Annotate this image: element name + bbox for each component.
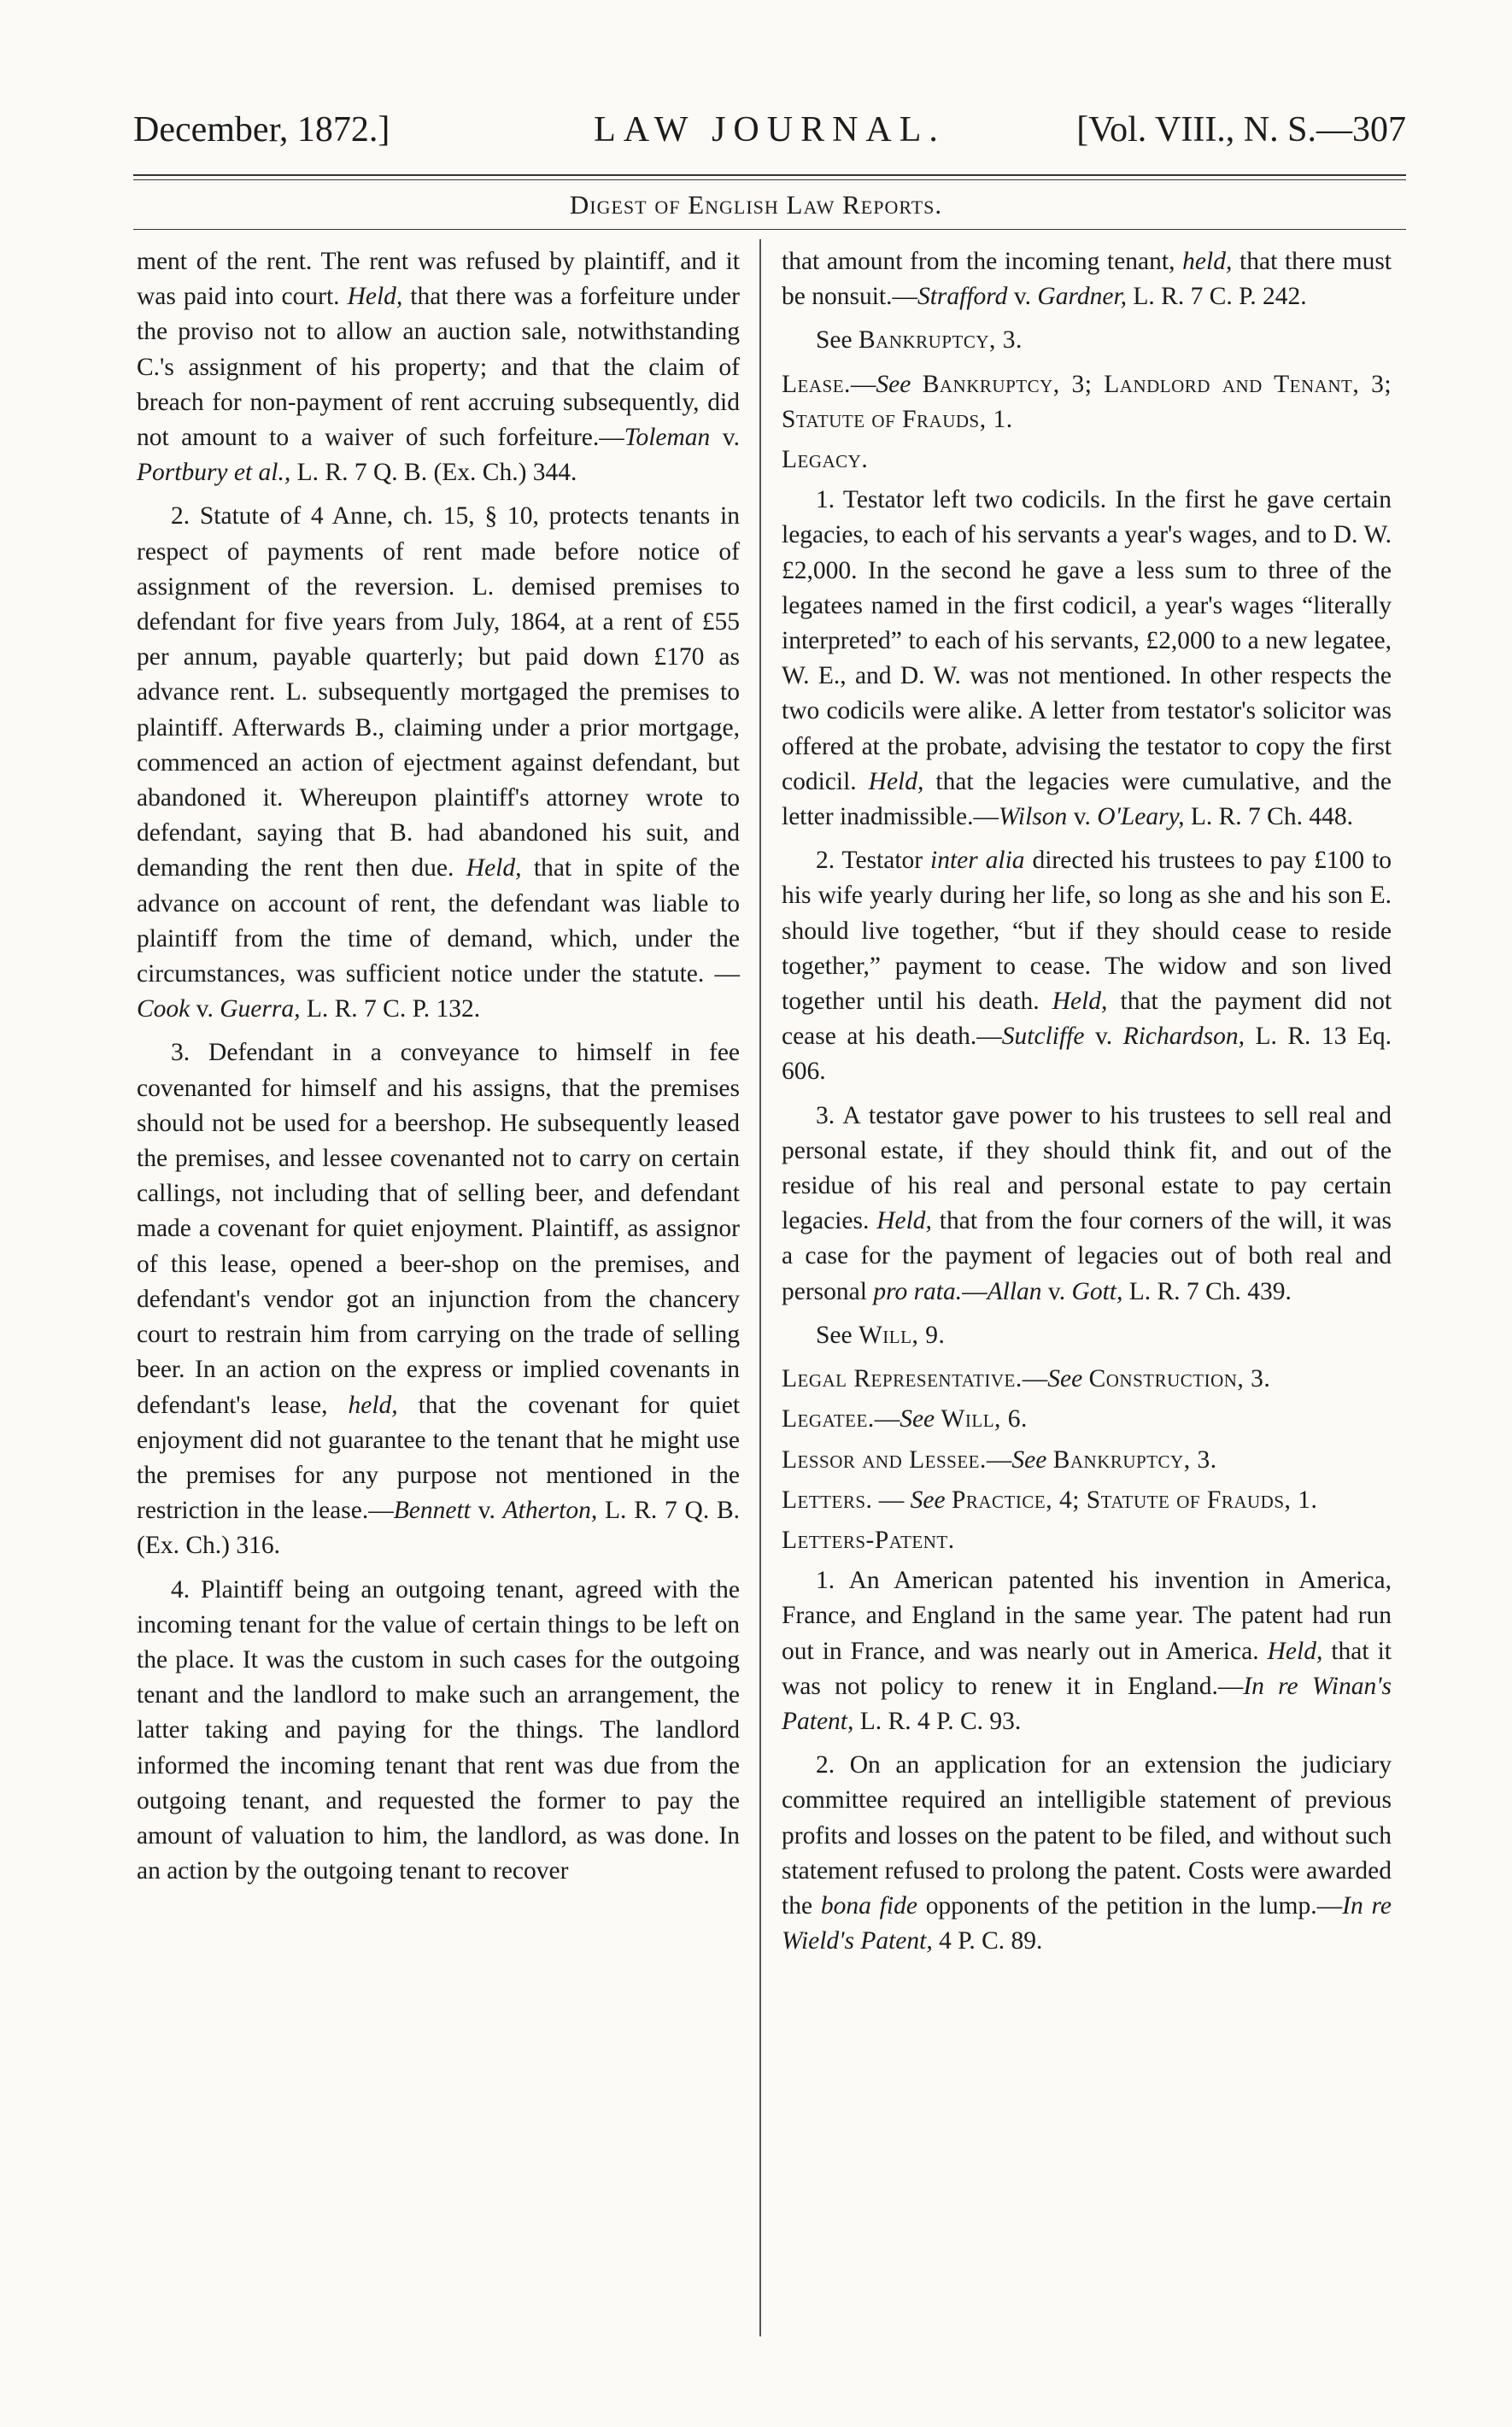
citation: L. R. 7 Q. B. (Ex. Ch.) 344. [296, 459, 577, 487]
versus: v. [478, 1497, 495, 1525]
column-divider [759, 239, 761, 2336]
entry-heading: Letters-Patent. [782, 1526, 955, 1554]
citation: L. R. 7 Ch. 439. [1128, 1277, 1292, 1305]
reference: Bankruptcy, 3. [858, 326, 1023, 355]
header-date: December, 1872.] [133, 110, 390, 149]
dash: — [1022, 1365, 1048, 1393]
case-name: Sutcliffe [1001, 1023, 1085, 1051]
case-name: Wilson [998, 803, 1068, 831]
paragraph-outgoing-tenant: 4. Plaintiff being an outgoing tenant, agreed with the incoming tenant for the value of certain things to be left on the place. It was the custom in such cases for the outgoing tenant and the landlord to make such an arrangement, the latter taking and paying for the things. The landlord informed the incoming tenant that rent was due from the outgoing tenant, and requested the former to pay the amount of valuation to him, the landlord, as was done. In an action by the outgoing tenant to recover [137, 1575, 740, 1885]
case-name: Gott, [1071, 1277, 1123, 1305]
citation: L. R. 4 P. C. 93. [859, 1707, 1022, 1735]
citation: 4 P. C. 89. [939, 1927, 1043, 1955]
journal-title: LAW JOURNAL. [594, 110, 946, 149]
citation: L. R. 7 Ch. 448. [1190, 803, 1353, 831]
text: that the covenant for quiet enjoyment did not guarantee to the tenant that he might use the premises for any purpose not mentioned in the restriction in the lease.— [137, 1391, 741, 1525]
header-rule-thick [133, 174, 1406, 176]
paragraph-wield [782, 1748, 1392, 1959]
running-header [133, 109, 1406, 161]
text: that in spite of the advance on account of rent, the defendant was liable to plaintiff from the time of demand, which, under the circumstances, was sufficient notice under the statute. — [137, 854, 741, 988]
paragraph-bennett [137, 1035, 740, 1563]
see: See [816, 1321, 853, 1349]
dash: — [874, 1405, 900, 1433]
text: 3. A testator gave power to his trustees to sell real and personal estate, if they should think fit, and out of the residue of his real and personal estate to pay certain legacies. [782, 1101, 1392, 1235]
paragraph-allan [782, 1099, 1392, 1310]
entry-heading: Lease. [782, 370, 851, 398]
held: Held, [347, 283, 403, 311]
reference: Will, 9. [858, 1321, 946, 1349]
text: directed his trustees to pay £100 to his wife yearly during her life, so long as she and his son E. should live together, “but if they should cease to reside together,” payment to cease. The widow and son lived together until his death. [782, 847, 1392, 1016]
left-column [137, 244, 740, 1897]
reference: Construction, 3. [1088, 1365, 1271, 1393]
volume-page-number: [Vol. VIII., N. S.—307 [1076, 110, 1406, 149]
case-name: Gardner, [1037, 283, 1128, 311]
held: held, [348, 1391, 398, 1419]
see: See [876, 370, 911, 398]
see: See [910, 1486, 946, 1514]
entry-letters-patent-heading [688, 1523, 1392, 1558]
latin-phrase: bona fide [820, 1891, 917, 1920]
paragraph-wilson [782, 483, 1392, 835]
cross-reference [782, 323, 1392, 358]
see: See [1011, 1445, 1047, 1474]
header-rule-thin [133, 179, 1406, 180]
case-name: Cook [137, 995, 190, 1023]
reference: Bankruptcy, 3; Landlord and Tenant, 3; Statute of Frauds, 1. [782, 370, 1392, 433]
text: that there was a forfeiture under the proviso not to allow an auction sale, notwithstanding C.'s assignment of his property; and that the claim of breach for non-payment of rent accruing subsequently, did not amount to a waiver of such forfeiture.— [137, 283, 740, 452]
held: Held, [1052, 988, 1108, 1016]
entry-heading: Legal Representative. [782, 1365, 1023, 1393]
text: ment of the rent. The rent was refused by plaintiff, and it was paid into court. [137, 248, 740, 311]
entry-letters [688, 1483, 1392, 1518]
citation: L. R. 7 C. P. 132. [306, 995, 481, 1023]
text: 1. An American patented his invention in America, France, and England in the same year. The patent had run out in France, and was nearly out in America. [782, 1567, 1392, 1665]
entry-heading: Legacy. [782, 446, 869, 474]
text: that from the four corners of the will, it was a case for the payment of legacies out of both real and personal [782, 1207, 1392, 1305]
text: that amount from the incoming tenant, [782, 248, 1175, 275]
text: that there must be nonsuit.— [782, 248, 1392, 311]
held: Held, [876, 1207, 932, 1235]
versus: v. [1047, 1277, 1066, 1305]
case-name: O'Leary, [1097, 803, 1185, 831]
see: See [816, 326, 853, 355]
versus: v. [1094, 1023, 1113, 1051]
held: Held, [466, 854, 522, 882]
case-name: Strafford [917, 283, 1008, 311]
reference: Will, 6. [941, 1405, 1028, 1433]
entry-legatee [688, 1402, 1392, 1437]
held: Held, [1267, 1637, 1323, 1665]
case-name: Allan [987, 1277, 1042, 1305]
text: 3. Defendant in a conveyance to himself in fee covenanted for himself and his assigns, that the premises should not be used for a beershop. He subsequently leased the premises, and lessee covenanted not to carry on certain callings, not including that of selling beer, and defendant made a covenant for quiet enjoyment. Plaintiff, as assignor of this lease, opened a beer-shop on the premises, and defendant's vendor got an injunction from the chancery court to restrain him from carrying on the trade of selling beer. In an action on the express or implied covenants in defendant's lease, [137, 1039, 740, 1419]
entry-lessor-and-lessee [688, 1443, 1392, 1478]
text: 2. Statute of 4 Anne, ch. 15, § 10, protects tenants in respect of payments of rent made before notice of assignment of the reversion. L. demised premises to defendant for five years from July, 1864, at a rent of £55 per annum, payable quarterly; but paid down £170 as advance rent. L. subsequently mortgaged the premises to plaintiff. Afterwards B., claiming under a prior mortgage, commenced an action of ejectment against defendant, but abandoned it. Whereupon plaintiff's attorney wrote to defendant, saying that B. had abandoned his suit, and demanding the rent then due. [137, 502, 740, 882]
citation: L. R. 13 Eq. 606. [782, 1023, 1392, 1086]
cross-reference [782, 1318, 1392, 1353]
section-rule [133, 229, 1406, 230]
paragraph-toleman [137, 244, 740, 490]
paragraph-cook [137, 499, 740, 1027]
entry-heading: Legatee. [782, 1405, 875, 1433]
dash: — [872, 1486, 911, 1514]
case-name: Bennett [393, 1497, 471, 1525]
text: that it was not policy to renew it in England.— [782, 1637, 1392, 1700]
see: See [900, 1405, 935, 1433]
text: 2. On an application for an extension the judiciary committee required an intelligible statement of previous profits and losses on the patent to be filed, and without such statement refused to prolong the patent. Costs were awarded the [782, 1751, 1392, 1920]
entry-lease [688, 367, 1392, 437]
held: held, [1182, 248, 1233, 275]
citation: L. R. 7 Q. B. (Ex. Ch.) 316. [137, 1497, 741, 1560]
entry-heading: Lessor and Lessee. [782, 1445, 987, 1474]
latin-phrase: pro rata. [873, 1277, 963, 1305]
text: that the legacies were cumulative, and the letter inadmissible.— [782, 767, 1392, 831]
case-name: In re Wield's Patent, [782, 1891, 1392, 1955]
latin-phrase: inter alia [930, 847, 1025, 875]
paragraph-winan [782, 1563, 1392, 1739]
case-name: Richardson, [1122, 1023, 1245, 1051]
versus: v. [1073, 803, 1091, 831]
versus: v. [722, 424, 740, 452]
dash: — [986, 1445, 1012, 1474]
text: that the payment did not cease at his death.— [782, 988, 1392, 1051]
right-column [782, 244, 1392, 1967]
text: 1. Testator left two codicils. In the first he gave certain legacies, to each of his servants a year's wages, and to D. W. £2,000. In the second he gave a less sum to three of the legatees named in the first codicil, a year's wages “literally interpreted” to each of his servants, £2,000 to a new legatee, W. E., and D. W. was not mentioned. In other respects the two codicils were alike. A letter from testator's solicitor was offered at the probate, advising the testator to copy the first codicil. [782, 486, 1392, 795]
dash: — [850, 370, 876, 398]
paragraph-sutcliffe [782, 843, 1392, 1089]
versus: v. [1013, 283, 1032, 311]
case-name: In re Winan's Patent, [782, 1672, 1392, 1735]
entry-legal-representative [688, 1362, 1392, 1397]
case-name: Guerra, [220, 995, 301, 1023]
section-title: Digest of English Law Reports. [569, 190, 943, 220]
case-name: Toleman [624, 424, 711, 452]
case-name: Atherton, [502, 1497, 598, 1525]
reference: Bankruptcy, 3. [1052, 1445, 1217, 1474]
citation: L. R. 7 C. P. 242. [1133, 283, 1307, 311]
text: opponents of the petition in the lump.— [925, 1891, 1343, 1920]
reference: Practice, 4; Statute of Frauds, 1. [951, 1486, 1318, 1514]
see: See [1047, 1365, 1083, 1393]
held: Held, [868, 767, 924, 795]
case-name: Portbury et al., [137, 459, 291, 487]
text: 2. Testator [816, 847, 923, 875]
dash: — [962, 1277, 987, 1305]
paragraph-strafford [782, 244, 1392, 314]
entry-legacy-heading [688, 443, 1392, 478]
versus: v. [196, 995, 214, 1023]
entry-heading: Letters. [782, 1486, 873, 1514]
